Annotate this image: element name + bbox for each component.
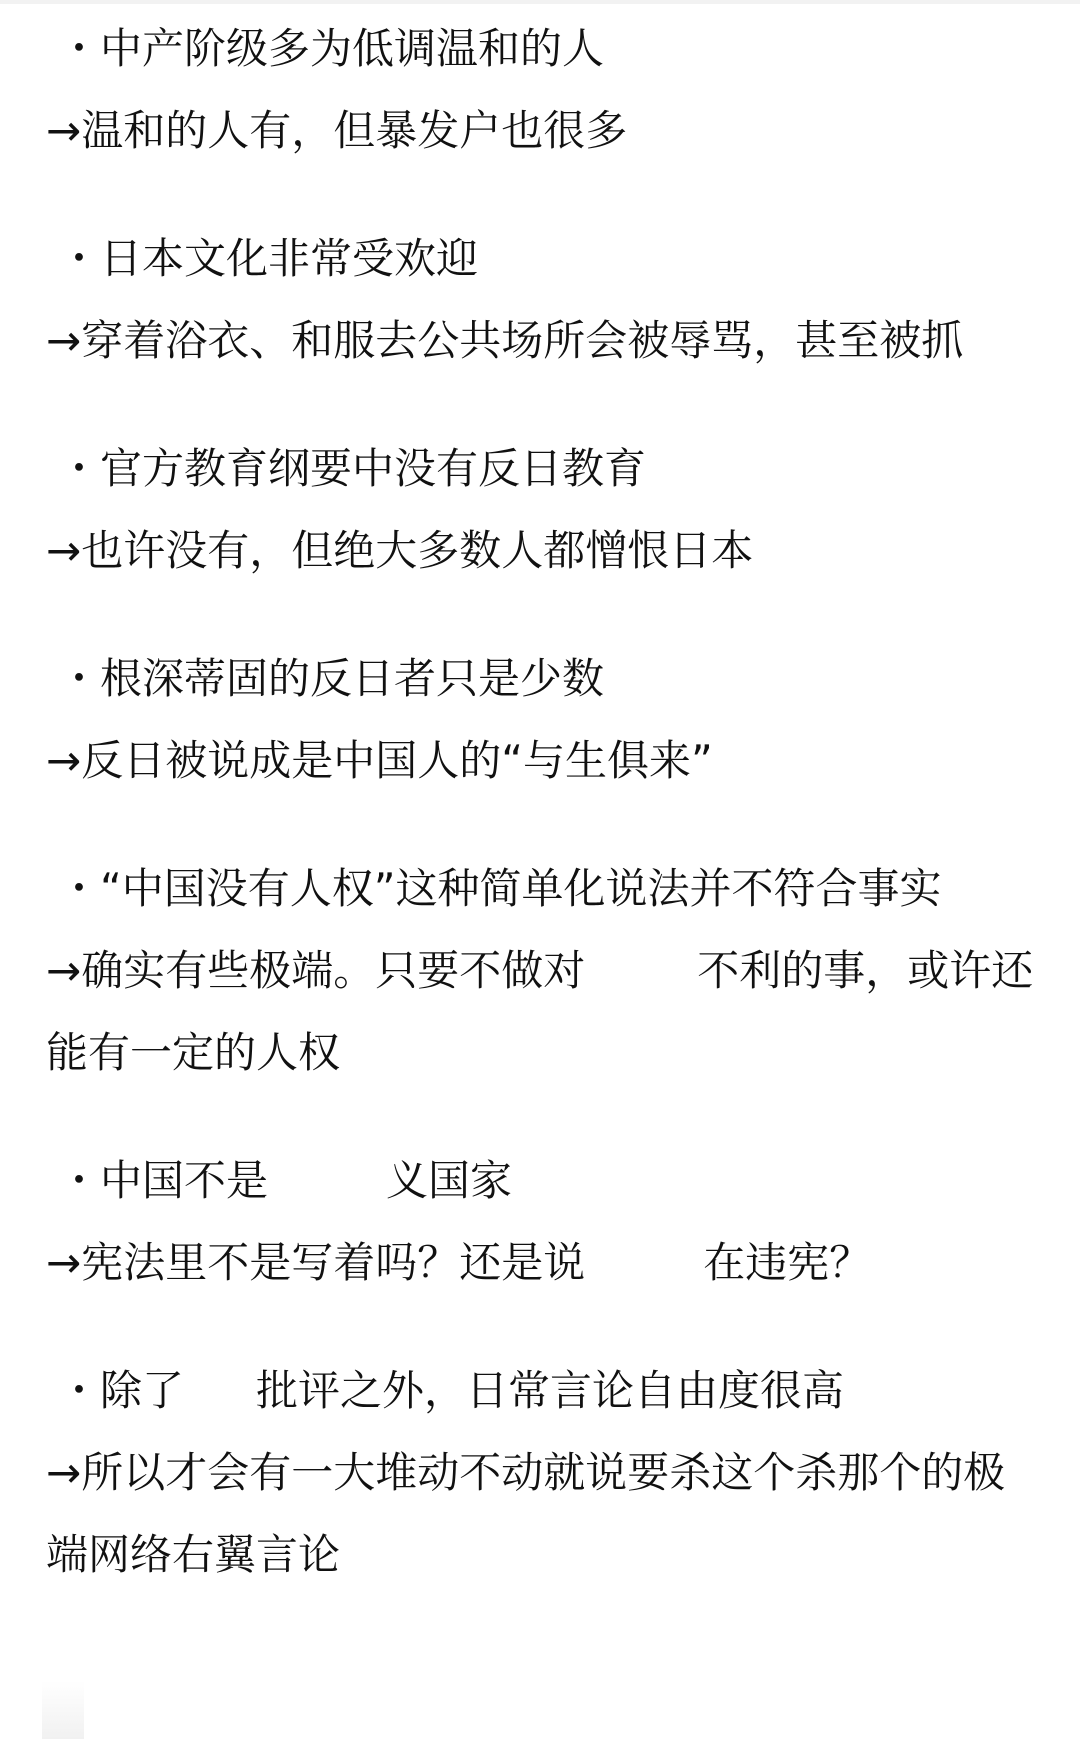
claim-text: ・官方教育纲要中没有反日教育 <box>58 444 647 493</box>
claim-reply-block <box>46 8 1036 172</box>
reply-text: →穿着浴衣、和服去公共场所会被辱骂，甚至被抓 <box>46 316 964 365</box>
claim-text <box>46 1350 1036 1432</box>
claim-reply-block <box>46 218 1036 382</box>
reply-text-end: 在违宪？ <box>703 1238 872 1287</box>
claim-text: ・日本文化非常受欢迎 <box>58 234 479 283</box>
reply-text <box>46 1222 1036 1304</box>
claim-text-start: ・除了 <box>58 1366 185 1415</box>
redacted-text <box>585 1247 703 1285</box>
claim-text: ・中产阶级多为低调温和的人 <box>58 24 605 73</box>
claim-reply-block <box>46 1140 1036 1304</box>
top-divider <box>0 0 1080 4</box>
reply-text-start: →宪法里不是写着吗？还是说 <box>46 1238 586 1287</box>
claim-reply-block <box>46 1350 1036 1596</box>
bottom-scroll-shadow <box>42 1681 84 1739</box>
claim-text: ・“中国没有人权”这种简单化说法并不符合事实 <box>58 864 942 913</box>
reply-text-end: 不利的事，或许还能有一定的人权 <box>46 946 1034 1077</box>
claim-text <box>46 1140 1036 1222</box>
reply-text: →温和的人有，但暴发户也很多 <box>46 106 628 155</box>
redacted-text <box>585 955 697 993</box>
reply-text: →反日被说成是中国人的“与生俱来” <box>46 736 713 785</box>
reply-text: →所以才会有一大堆动不动就说要杀这个杀那个的极端网络右翼言论 <box>46 1448 1006 1579</box>
claim-reply-block <box>46 848 1036 1094</box>
claim-text-end: 义国家 <box>386 1156 513 1205</box>
claim-text-end: 批评之外，日常言论自由度很高 <box>256 1366 845 1415</box>
redacted-text <box>268 1165 386 1203</box>
reply-text-start: →确实有些极端。只要不做对 <box>46 946 586 995</box>
claim-text-start: ・中国不是 <box>58 1156 269 1205</box>
redacted-text <box>184 1375 256 1413</box>
claim-text: ・根深蒂固的反日者只是少数 <box>58 654 605 703</box>
claim-reply-block <box>46 428 1036 592</box>
claim-reply-block <box>46 638 1036 802</box>
reply-text <box>46 930 1036 1094</box>
comment-content <box>46 8 1036 1642</box>
reply-text: →也许没有，但绝大多数人都憎恨日本 <box>46 526 754 575</box>
